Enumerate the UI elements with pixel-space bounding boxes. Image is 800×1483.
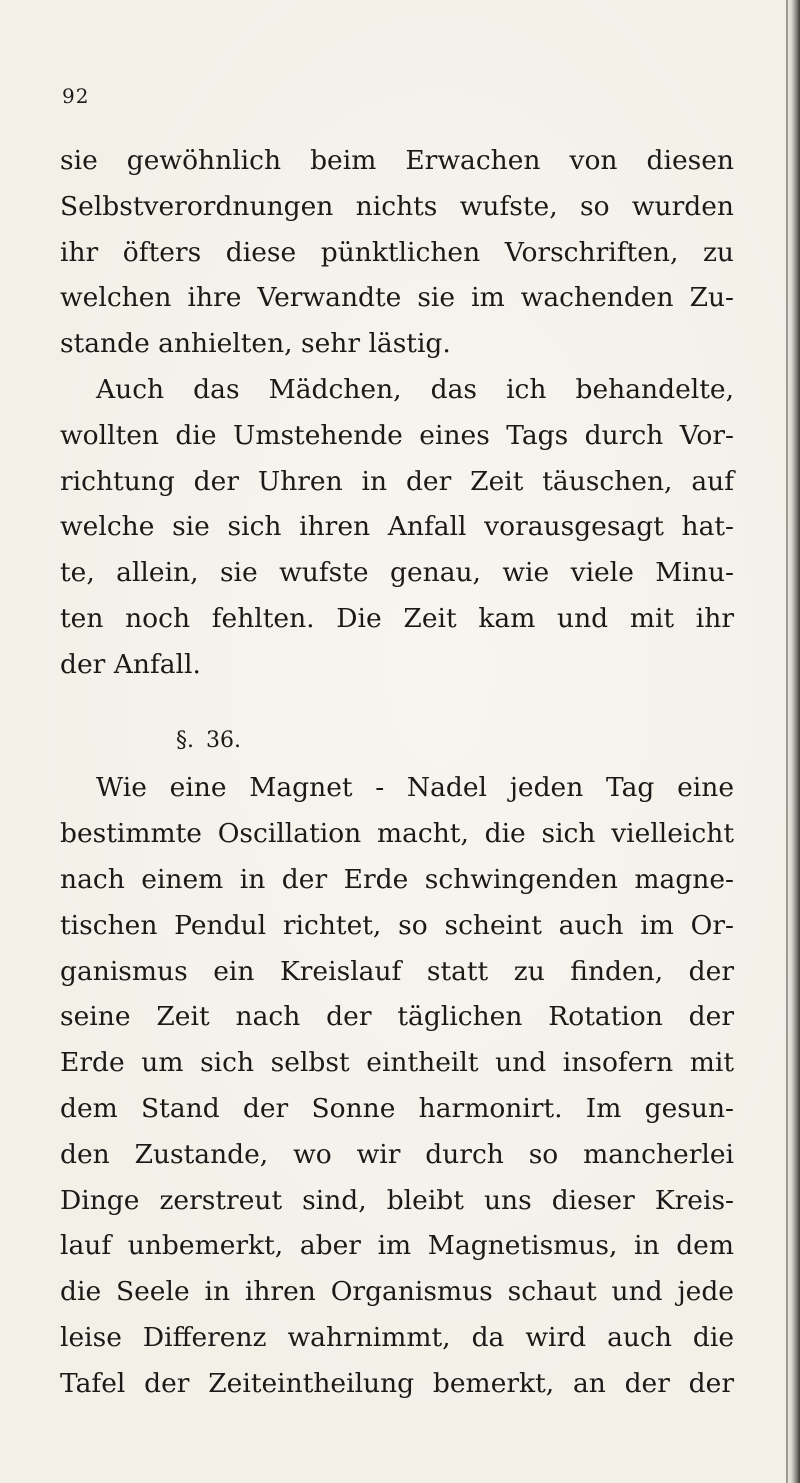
text-line: Selbstverordnungen nichts wufste, so wurden [60,190,734,222]
body-text [60,138,734,1407]
text-line: Tafel der Zeiteintheilung bemerkt, an der der [60,1367,734,1399]
text-line: sie gewöhnlich beim Erwachen von diesen [60,145,734,176]
text-line: die Seele in ihren Organismus schaut und jede [60,1276,734,1308]
text-line: ganismus ein Kreislauf statt zu finden, der [60,955,734,987]
text-line: Auch das Mädchen, das ich behandelte, [96,373,734,405]
text-line: seine Zeit nach der täglichen Rotation der [60,1001,734,1033]
text-line: stande anhielten, sehr lästig. [60,328,451,360]
text-line: nach einem in der Erde schwingenden magne- [60,863,734,895]
text-line: den Zustande, wo wir durch so mancherlei [60,1138,734,1170]
page-number: 92 [62,84,90,108]
text-line: der Anfall. [60,648,201,680]
text-line: leise Differenz wahrnimmt, da wird auch die [60,1321,734,1353]
text-line: Dinge zerstreut sind, bleibt uns dieser Kreis- [60,1184,734,1216]
page-edge-shadow [786,0,800,1483]
section-heading [60,716,734,762]
section-symbol: §. [176,727,194,753]
text-line: welchen ihre Verwandte sie im wachenden Zu- [60,282,734,314]
text-line: ten noch fehlten. Die Zeit kam und mit ihr [60,602,734,634]
text-line: bestimmte Oscillation macht, die sich vielleicht [60,818,734,850]
text-line: wollten die Umstehende eines Tags durch Vor- [60,419,734,451]
text-line: lauf unbemerkt, aber im Magnetismus, in dem [60,1230,734,1262]
text-line: ihr öfters diese pünktlichen Vorschriften, zu [60,236,734,268]
text-line: welche sie sich ihren Anfall vorausgesagt hat- [60,511,734,543]
text-line: Wie eine Magnet - Nadel jeden Tag eine [96,772,734,804]
text-line: te, allein, sie wufste genau, wie viele Minu- [60,557,734,589]
text-line: dem Stand der Sonne harmonirt. Im gesun- [60,1092,734,1124]
text-line: Erde um sich selbst eintheilt und insofern mit [60,1047,734,1079]
page-edge-line [786,0,788,1483]
text-line: richtung der Uhren in der Zeit täuschen, auf [60,465,734,497]
text-line: tischen Pendul richtet, so scheint auch im Or- [60,909,734,941]
section-number: 36. [206,727,241,753]
